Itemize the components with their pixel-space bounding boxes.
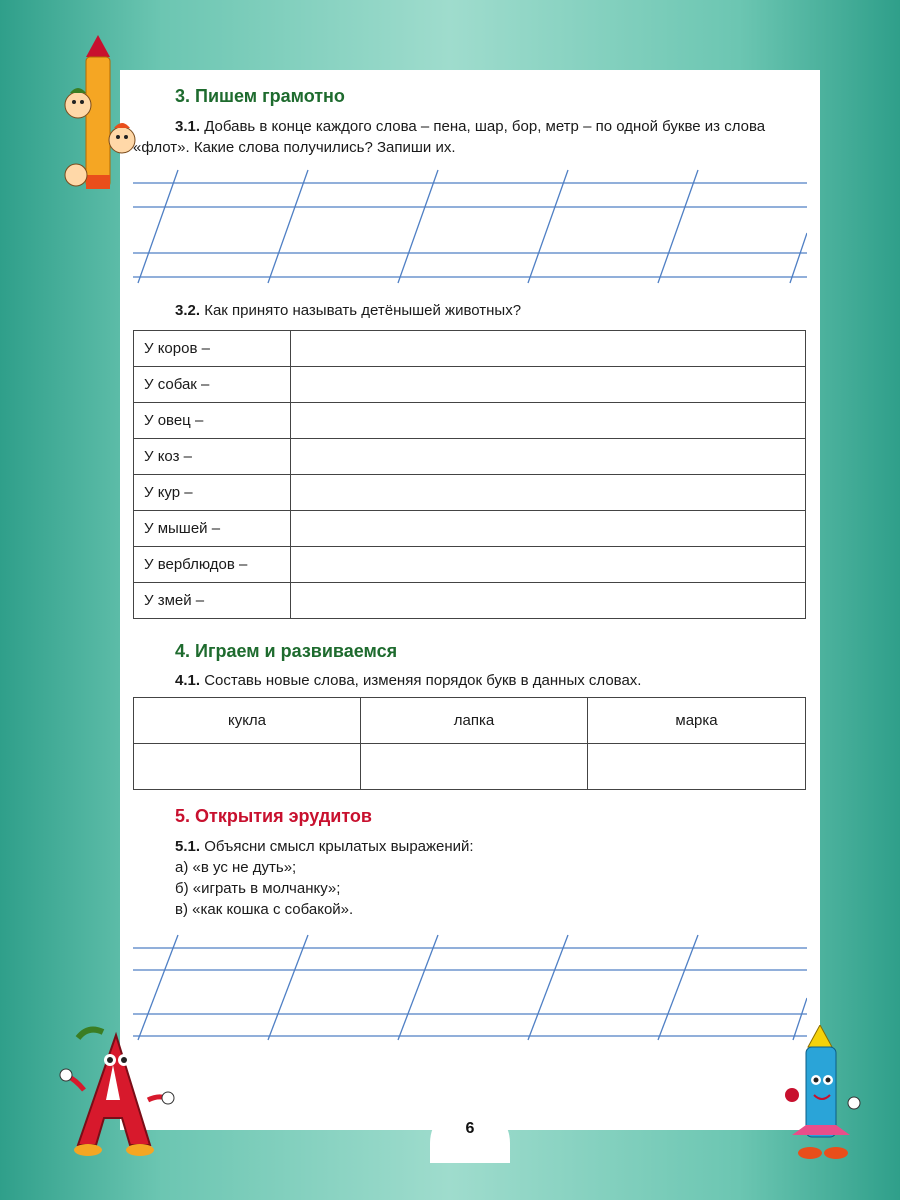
animal-label: У собак – [134,367,291,403]
answer-cell[interactable] [291,475,806,511]
letter-a-character-icon [58,1020,178,1160]
writing-lines-top [133,165,807,285]
task-3-1 [133,116,813,158]
word-cell: лапка [361,698,588,744]
task-5-1-text: Объясни смысл крылатых выражений: [204,838,474,855]
expression-item: а) «в ус не дуть»; [175,859,297,876]
word-cell: марка [588,698,806,744]
crayon-character-icon [780,1025,865,1165]
table-row [134,403,806,439]
table-row [134,744,806,790]
task-3-2 [175,300,521,321]
task-3-1-number: 3.1. [175,118,201,135]
task-3-2-text: Как принято называть детёнышей животных? [204,302,522,319]
expression-item: в) «как кошка с собакой». [175,901,354,918]
section-3-title: 3. Пишем грамотно [175,86,345,106]
animal-label: У овец – [134,403,291,439]
task-4-1-text: Составь новые слова, изменяя порядок букв в данных словах. [204,672,642,689]
task-5-1-number: 5.1. [175,838,201,855]
answer-cell[interactable] [361,744,588,790]
table-row [134,698,806,744]
animals-table [133,330,806,619]
words-table [133,697,806,790]
animal-label: У мышей – [134,511,291,547]
word-cell: кукла [134,698,361,744]
answer-cell[interactable] [588,744,806,790]
answer-cell[interactable] [291,403,806,439]
table-row [134,511,806,547]
task-4-1-number: 4.1. [175,672,201,689]
section-5-title: 5. Открытия эрудитов [175,806,372,826]
answer-cell[interactable] [291,439,806,475]
pencil-characters-icon [60,35,140,200]
answer-cell[interactable] [291,547,806,583]
answer-cell[interactable] [291,367,806,403]
table-row [134,547,806,583]
table-row [134,331,806,367]
expression-item: б) «играть в молчанку»; [175,880,341,897]
animal-label: У кур – [134,475,291,511]
answer-cell[interactable] [291,331,806,367]
animal-label: У коров – [134,331,291,367]
animal-label: У коз – [134,439,291,475]
task-5-1 [175,836,474,857]
table-row [134,475,806,511]
task-3-2-number: 3.2. [175,302,201,319]
page-number: 6 [465,1120,475,1137]
section-4-title: 4. Играем и развиваемся [175,641,398,661]
answer-cell[interactable] [291,583,806,619]
answer-cell[interactable] [291,511,806,547]
table-row [134,583,806,619]
table-row [134,439,806,475]
task-3-1-text: Добавь в конце каждого слова – пена, шар, бор, метр – по одной букве из слова «флот». Какие слова получились? Запиши их. [133,118,766,156]
writing-lines-bottom [133,930,807,1042]
table-row [134,367,806,403]
answer-cell[interactable] [134,744,361,790]
animal-label: У змей – [134,583,291,619]
task-4-1 [175,670,641,691]
animal-label: У верблюдов – [134,547,291,583]
